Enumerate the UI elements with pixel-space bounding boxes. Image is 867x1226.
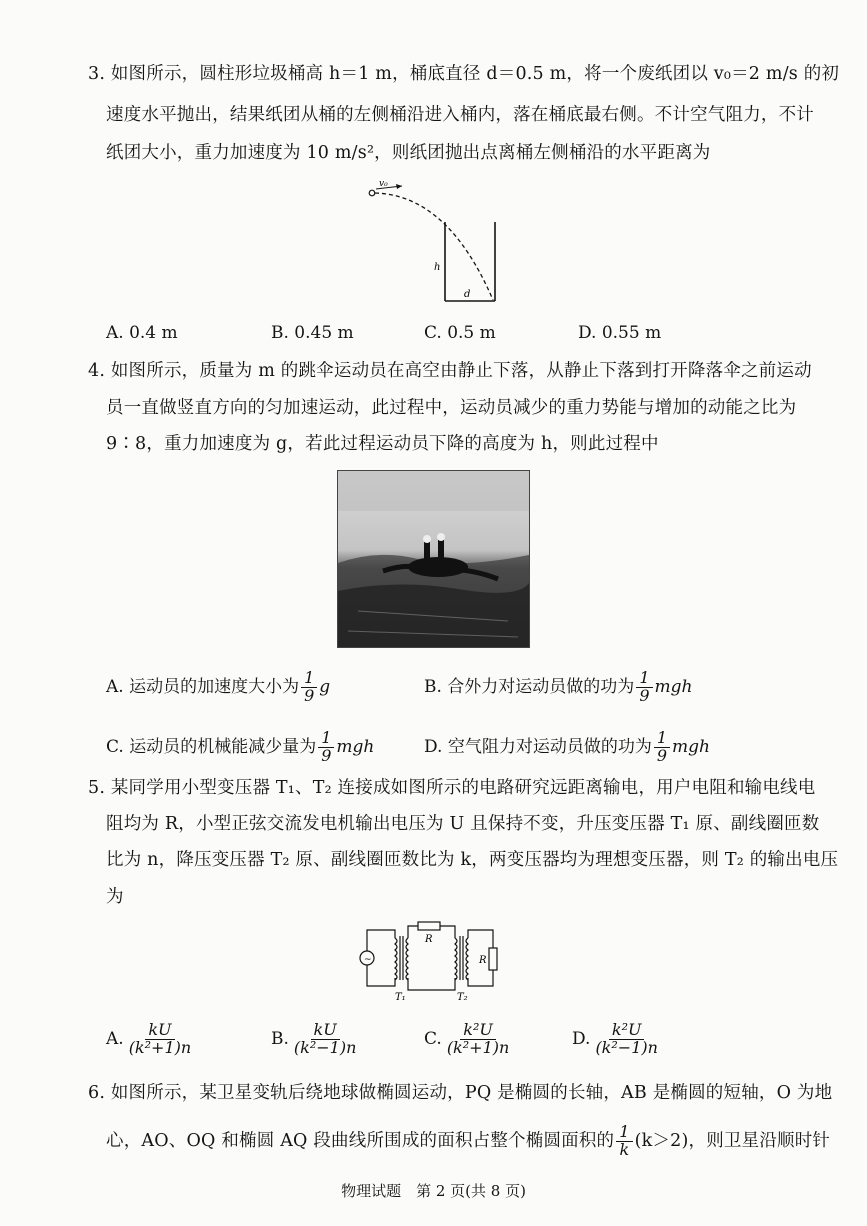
- q4-option-c: [106, 730, 374, 765]
- q3-option-a: A. 0.4 m: [106, 323, 178, 343]
- q5-r-top-label: R: [425, 934, 433, 945]
- q6-line-2: [106, 1124, 830, 1159]
- q5-line-2: 阻均为 R，小型正弦交流发电机输出电压为 U 且保持不变，升压变压器 T₁ 原、副线圈匝数: [106, 814, 820, 834]
- q4-option-a-numerator: 1: [301, 670, 317, 688]
- q5-option-a-fraction: [126, 1022, 194, 1057]
- q4-option-d: [424, 730, 710, 765]
- q5-source-symbol: ~: [364, 955, 372, 965]
- q5-option-c-fraction: [444, 1022, 512, 1057]
- q4-option-a-denominator: 9: [304, 685, 315, 705]
- q5-option-b-denominator: (k²−1)n: [293, 1037, 357, 1057]
- q5-option-c-numerator: k²U: [460, 1022, 496, 1040]
- q3-option-b: B. 0.45 m: [271, 323, 354, 343]
- q5-option-d-label: D.: [572, 1028, 591, 1049]
- q4-option-b-denominator: 9: [639, 685, 650, 705]
- q6-area-fraction: [616, 1124, 632, 1159]
- q5-option-b-fraction: [291, 1022, 359, 1057]
- q4-option-a-fraction: [301, 670, 317, 705]
- q5-line-4: 为: [106, 887, 124, 907]
- q4-option-d-fraction: [654, 730, 670, 765]
- q6-line-2-suffix: (k＞2)，则卫星沿顺时针: [634, 1130, 831, 1151]
- q3-v0-label: v₀: [379, 179, 388, 189]
- q6-fraction-denominator: k: [619, 1139, 630, 1159]
- q5-line-3: 比为 n，降压变压器 T₂ 原、副线圈匝数比为 k，两变压器均为理想变压器，则 T₂ 的输出电压: [106, 850, 839, 870]
- q4-option-d-numerator: 1: [654, 730, 670, 748]
- q3-d-label: d: [464, 289, 471, 300]
- q5-option-c-denominator: (k²+1)n: [446, 1037, 510, 1057]
- q4-option-c-suffix: mgh: [336, 736, 375, 757]
- skydiver-photo: [337, 470, 530, 648]
- q4-option-a-prefix: A. 运动员的加速度大小为: [106, 676, 300, 697]
- q5-option-a-label: A.: [106, 1028, 124, 1049]
- q3-line-1: 3. 如图所示，圆柱形垃圾桶高 h＝1 m，桶底直径 d＝0.5 m，将一个废纸团以 v₀＝2 m/s 的初: [88, 64, 840, 84]
- q4-option-b-fraction: [636, 670, 652, 705]
- q4-option-c-prefix: C. 运动员的机械能减少量为: [106, 736, 317, 757]
- q4-option-d-suffix: mgh: [672, 736, 710, 757]
- q4-line-3: 9∶8，重力加速度为 g，若此过程运动员下降的高度为 h，则此过程中: [106, 434, 659, 454]
- q5-option-c-label: C.: [424, 1028, 442, 1049]
- q3-option-c: C. 0.5 m: [424, 323, 496, 343]
- q4-option-b-prefix: B. 合外力对运动员做的功为: [424, 676, 635, 697]
- q5-t1-label: T₁: [395, 992, 406, 1003]
- q5-option-a-denominator: (k²+1)n: [128, 1037, 192, 1057]
- q5-option-d-denominator: (k²−1)n: [595, 1037, 658, 1057]
- q5-option-a-numerator: kU: [145, 1022, 174, 1040]
- q4-option-b-suffix: mgh: [654, 676, 693, 697]
- q4-option-b-numerator: 1: [636, 670, 652, 688]
- q4-line-2: 员一直做竖直方向的匀加速运动，此过程中，运动员减少的重力势能与增加的动能之比为: [106, 398, 797, 418]
- q4-option-b: [424, 670, 692, 705]
- q4-option-d-prefix: D. 空气阻力对运动员做的功为: [424, 736, 652, 757]
- q5-option-b-label: B.: [271, 1028, 289, 1049]
- q4-option-a-suffix: g: [319, 676, 331, 697]
- q5-option-d-fraction: [592, 1022, 660, 1057]
- q5-option-c: [424, 1022, 514, 1057]
- q6-fraction-numerator: 1: [616, 1124, 632, 1142]
- q3-h-label: h: [434, 262, 441, 273]
- q5-option-a: [106, 1022, 196, 1057]
- q4-option-a: [106, 670, 330, 705]
- q5-option-d: [572, 1022, 663, 1057]
- q6-line-1: 6. 如图所示，某卫星变轨后绕地球做椭圆运动，PQ 是椭圆的长轴，AB 是椭圆的短轴，O 为地: [88, 1083, 833, 1103]
- q5-circuit-figure: [355, 920, 505, 1005]
- page-footer: 物理试题 第 2 页(共 8 页): [341, 1182, 526, 1200]
- q6-line-2-prefix: 心，AO、OQ 和椭圆 AQ 段曲线所围成的面积占整个椭圆面积的: [106, 1130, 615, 1151]
- q4-option-c-fraction: [318, 730, 334, 765]
- q4-option-d-denominator: 9: [656, 745, 668, 765]
- q3-trash-can-figure: [360, 175, 510, 310]
- q4-option-c-denominator: 9: [321, 745, 332, 765]
- q5-option-b-numerator: kU: [311, 1022, 340, 1040]
- q4-option-c-numerator: 1: [318, 730, 334, 748]
- q5-t2-label: T₂: [457, 992, 468, 1003]
- q3-line-2: 速度水平抛出，结果纸团从桶的左侧桶沿进入桶内，落在桶底最右侧。不计空气阻力，不计: [106, 105, 814, 125]
- q5-line-1: 5. 某同学用小型变压器 T₁、T₂ 连接成如图所示的电路研究远距离输电，用户电阻和输电线电: [88, 778, 816, 798]
- q5-option-b: [271, 1022, 361, 1057]
- skydiver-illustration: [338, 471, 529, 647]
- q4-line-1: 4. 如图所示，质量为 m 的跳伞运动员在高空由静止下落，从静止下落到打开降落伞之前运动: [88, 361, 812, 381]
- q3-line-3: 纸团大小，重力加速度为 10 m/s²，则纸团抛出点离桶左侧桶沿的水平距离为: [106, 143, 711, 163]
- q3-option-d: D. 0.55 m: [578, 323, 662, 343]
- q5-option-d-numerator: k²U: [609, 1022, 645, 1040]
- q5-r-right-label: R: [479, 955, 487, 966]
